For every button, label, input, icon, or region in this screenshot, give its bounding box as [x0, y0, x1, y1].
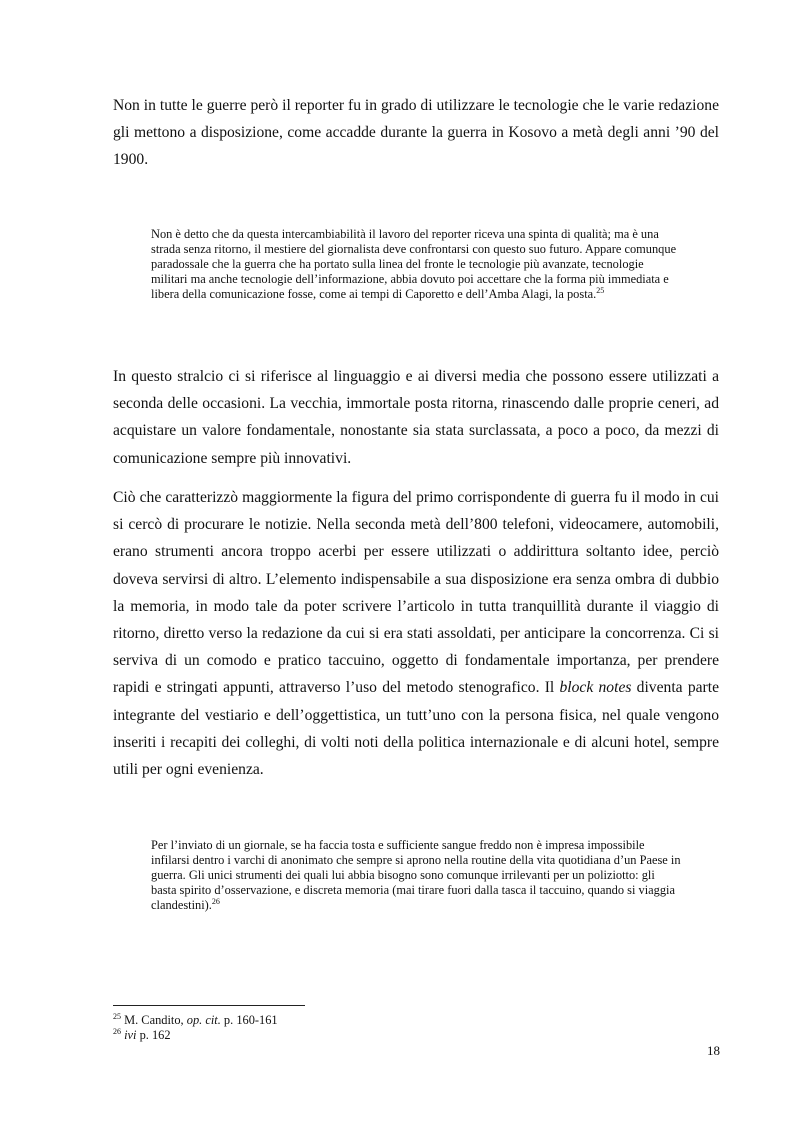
quote-text: Non è detto che da questa intercambiabilità il lavoro del reporter riceva una spinta di qualità; ma è una strada senza ritorno, il mestiere del giornalista deve confrontarsi con questo suo futuro. Appare comunque paradossale che la guerra che ha portato sulla linea del fronte le tecnologie più avanzate, tecnologie militari ma anche tecnologie dell’informazione, abbia dovuto poi accettare che la forma più immediata e libera della comunicazione fosse, come ai tempi di Caporetto e dell’Amba Alagi, la posta.: [151, 227, 677, 301]
footnote-number: 26: [113, 1026, 121, 1036]
block-quote-2: [151, 838, 681, 913]
paragraph-text-continued: diventa parte integrante del vestiario e dell’oggettistica, un tutt’uno con la persona fisica, nel quale vengono inseriti i recapiti dei colleghi, di volti noti della politica internazionale e di alcuni hotel, sempre utili per ogni evenienza.: [113, 679, 719, 779]
footnote-pages: p. 160-161: [220, 1013, 278, 1027]
paragraph-linguaggio: [113, 363, 719, 472]
paragraph-text: Non in tutte le guerre però il reporter fu in grado di utilizzare le tecnologie che le varie redazione gli mettono a disposizione, come accadde durante la guerra in Kosovo a metà degli anni ’90 del 1900.: [113, 97, 719, 169]
italic-term: block notes: [559, 679, 632, 697]
paragraph-text: In questo stralcio ci si riferisce al linguaggio e ai diversi media che possono essere utilizzati a seconda delle occasioni. La vecchia, immortale posta ritorna, rinascendo dalle proprie ceneri, ad acquistare un valore fondamentale, nonostante sia stata surclassata, a poco a poco, da mezzi di comunicazione sempre più innovativi.: [113, 368, 719, 467]
footnote-author: M. Candito,: [121, 1013, 187, 1027]
block-quote-1: [151, 227, 681, 302]
footnote-25: [113, 1013, 513, 1028]
footnote-ref-26: 26: [211, 896, 220, 906]
footnote-ref-25: 25: [596, 285, 605, 295]
footnote-separator: [113, 1005, 305, 1006]
footnotes: [113, 1013, 513, 1043]
footnote-italic: op. cit.: [186, 1013, 221, 1027]
footnote-number: 25: [113, 1011, 121, 1021]
paragraph-text: Ciò che caratterizzò maggiormente la figura del primo corrispondente di guerra fu il modo in cui si cercò di procurare le notizie. Nella seconda metà dell’800 telefoni, videocamere, automobili, erano strumenti ancora troppo acerbi per essere utilizzati o addirittura soltanto idee, perciò doveva servirsi di altro. L’elemento indispensabile a sua disposizione era senza ombra di dubbio la memoria, in modo tale da poter scrivere l’articolo in tutta tranquillità durante il viaggio di ritorno, diretto verso la redazione da cui si era stati assoldati, per anticipare la concorrenza. Ci si serviva di un comodo e pratico taccuino, oggetto di fondamentale importanza, per prendere rapidi e stringati appunti, attraverso l’uso del metodo stenografico. Il: [113, 489, 719, 697]
footnote-pages: p. 162: [136, 1028, 171, 1042]
paragraph-corrispondente: [113, 484, 719, 783]
footnote-italic: ivi: [124, 1028, 137, 1042]
footnote-26: [113, 1028, 513, 1043]
paragraph-kosovo: [113, 92, 719, 174]
quote-text: Per l’inviato di un giornale, se ha faccia tosta e sufficiente sangue freddo non è impresa impossibile infilarsi dentro i varchi di anonimato che sempre si aprono nella routine della vita quotidiana d’un Paese in guerra. Gli unici strumenti dei quali lui abbia bisogno sono comunque irrilevanti per un poliziotto: gli basta spirito d’osservazione, e discreta memoria (mai tirare fuori dalla tasca il taccuino, quando si viaggia clandestini).: [151, 838, 681, 912]
page-number: 18: [707, 1043, 720, 1058]
